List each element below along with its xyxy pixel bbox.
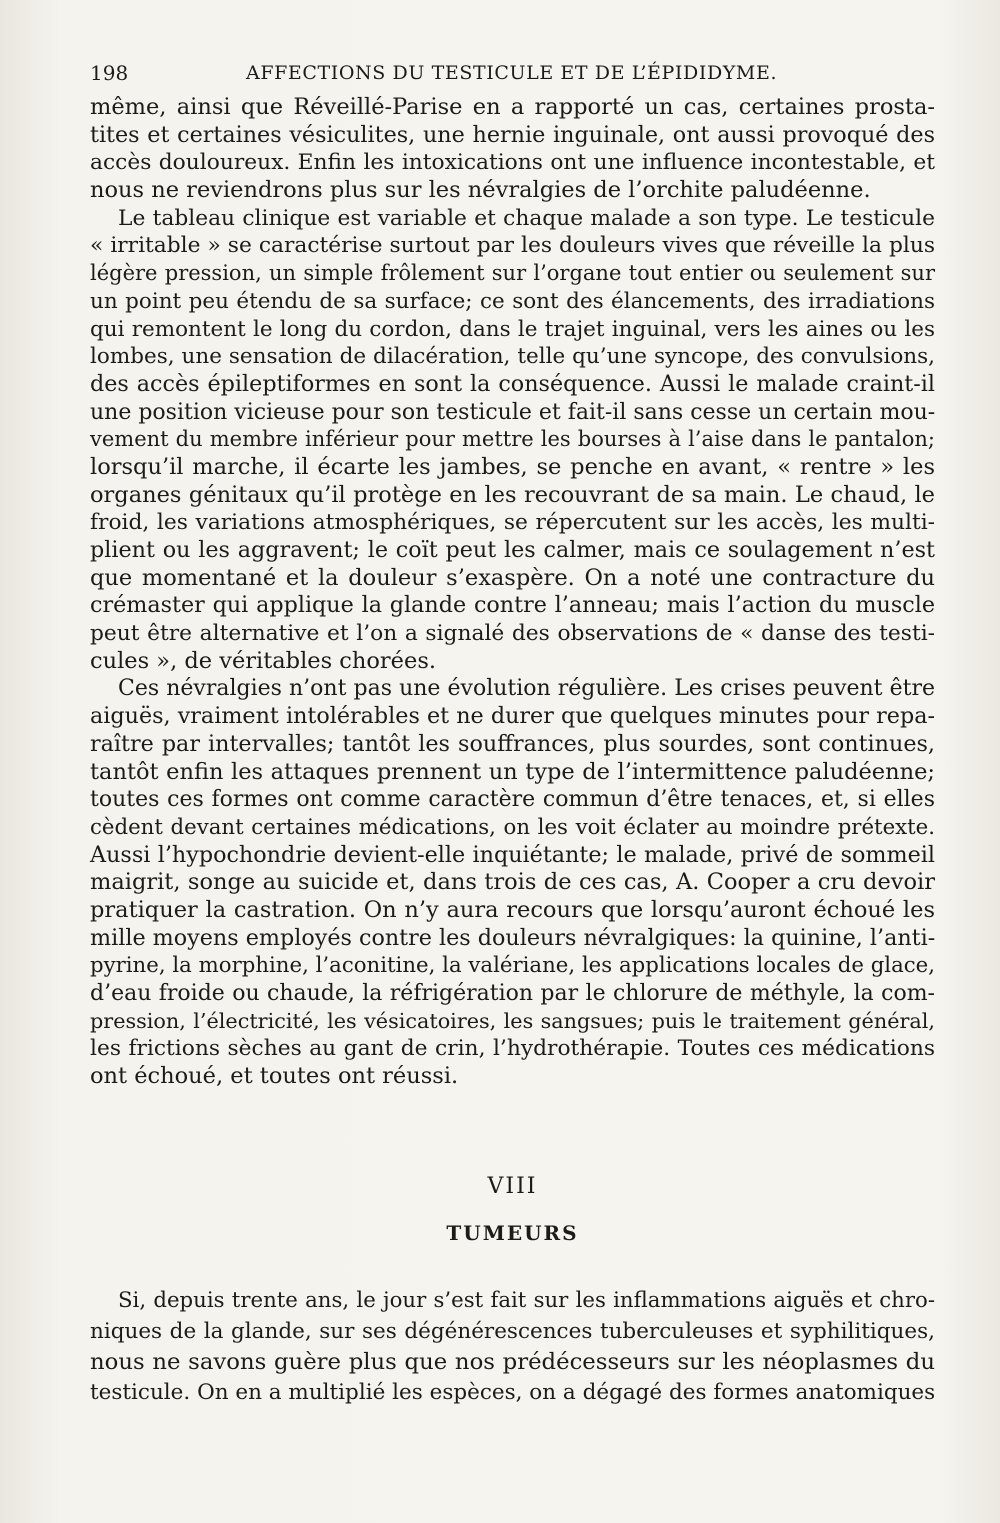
text-line: Aussi l’hypochondrie devient-elle inquiétante; le malade, privé de sommeil: [90, 841, 935, 868]
text-line: lorsqu’il marche, il écarte les jambes, se penche en avant, « rentre » les: [90, 453, 935, 480]
text-line: un point peu étendu de sa surface; ce sont des élancements, des irradiations: [90, 288, 935, 314]
text-line: ont échoué, et toutes ont réussi.: [90, 1063, 459, 1090]
text-line: Ces névralgies n’ont pas une évolution régulière. Les crises peuvent être: [118, 676, 935, 702]
text-line: Le tableau clinique est variable et chaque malade a son type. Le testicule: [118, 205, 935, 231]
text-line: niques de la glande, sur ses dégénérescences tuberculeuses et syphilitiques,: [90, 1318, 935, 1344]
text-line: pratiquer la castration. On n’y aura recours que lorsqu’auront échoué les: [90, 896, 935, 923]
section-number: VIII: [487, 1174, 538, 1199]
text-line: peut être alternative et l’on a signalé des observations de « danse des testi-: [90, 621, 935, 647]
text-line: lombes, une sensation de dilacération, telle qu’une syncope, des convulsions,: [90, 344, 935, 370]
text-line: cèdent devant certaines médications, on les voit éclater au moindre prétexte.: [90, 814, 935, 840]
text-line: nous ne reviendrons plus sur les névralgies de l’orchite paludéenne.: [90, 177, 871, 204]
text-line: tantôt enfin les attaques prennent un type de l’intermittence paludéenne;: [90, 758, 935, 785]
text-line: pression, l’électricité, les vésicatoires, les sangsues; puis le traitement général,: [90, 1008, 935, 1033]
text-line: toutes ces formes ont comme caractère commun d’être tenaces, et, si elles: [90, 787, 935, 813]
running-header: [90, 58, 776, 90]
text-line: tites et certaines vésiculites, une hernie inguinale, ont aussi provoqué des: [90, 121, 935, 148]
running-title: AFFECTIONS DU TESTICULE ET DE L’ÉPIDIDYME.: [246, 62, 778, 84]
text-line: raître par intervalles; tantôt les souffrances, plus sourdes, sont continues,: [90, 730, 935, 757]
text-line: accès douloureux. Enfin les intoxications ont une influence incontestable, et: [90, 150, 935, 176]
text-line: qui remontent le long du cordon, dans le trajet inguinal, vers les aines ou les: [90, 316, 935, 342]
text-line: « irritable » se caractérise surtout par les douleurs vives que réveille la plus: [90, 233, 935, 259]
section-body-text: [90, 1286, 935, 1408]
text-line: Si, depuis trente ans, le jour s’est fait sur les inflammations aiguës et chro-: [118, 1288, 935, 1313]
text-line: aiguës, vraiment intolérables et ne durer que quelques minutes pour repa-: [90, 703, 935, 730]
text-line: organes génitaux qu’il protège en les recouvrant de sa main. Le chaud, le: [90, 481, 935, 508]
section-title: TUMEURS: [446, 1221, 579, 1245]
text-line: pyrine, la morphine, l’aconitine, la valériane, les applications locales de glace,: [90, 953, 935, 979]
text-line: vement du membre inférieur pour mettre les bourses à l’aise dans le pantalon;: [90, 427, 935, 452]
text-line: que momentané et la douleur s’exaspère. On a noté une contracture du: [90, 564, 935, 591]
text-line: mille moyens employés contre les douleurs névralgiques: la quinine, l’anti-: [90, 924, 936, 951]
text-line: des accès épileptiformes en sont la conséquence. Aussi le malade craint-il: [90, 370, 935, 397]
text-line: cules », de véritables chorées.: [90, 647, 437, 674]
text-line: nous ne savons guère plus que nos prédécesseurs sur les néoplasmes du: [90, 1349, 935, 1375]
page-number: 198: [90, 61, 129, 85]
text-line: maigrit, songe au suicide et, dans trois de ces cas, A. Cooper a cru devoir: [90, 869, 935, 896]
text-line: même, ainsi que Réveillé-Parise en a rapporté un cas, certaines prosta-: [90, 94, 935, 120]
text-line: les frictions sèches au gant de crin, l’hydrothérapie. Toutes ces médications: [90, 1036, 935, 1062]
body-text: [90, 94, 935, 1091]
text-line: légère pression, un simple frôlement sur l’organe tout entier ou seulement sur: [90, 261, 935, 286]
text-line: une position vicieuse pour son testicule et fait-il sans cesse un certain mou-: [90, 399, 936, 425]
text-line: plient ou les aggravent; le coït peut les calmer, mais ce soulagement n’est: [90, 537, 935, 563]
text-line: froid, les variations atmosphériques, se répercutent sur les accès, les multi-: [90, 510, 935, 536]
text-line: d’eau froide ou chaude, la réfrigération par le chlorure de méthyle, la com-: [90, 981, 935, 1006]
text-line: testicule. On en a multiplié les espèces, on a dégagé des formes anatomiques: [90, 1379, 936, 1405]
text-line: crémaster qui applique la glande contre l’anneau; mais l’action du muscle: [90, 592, 935, 619]
